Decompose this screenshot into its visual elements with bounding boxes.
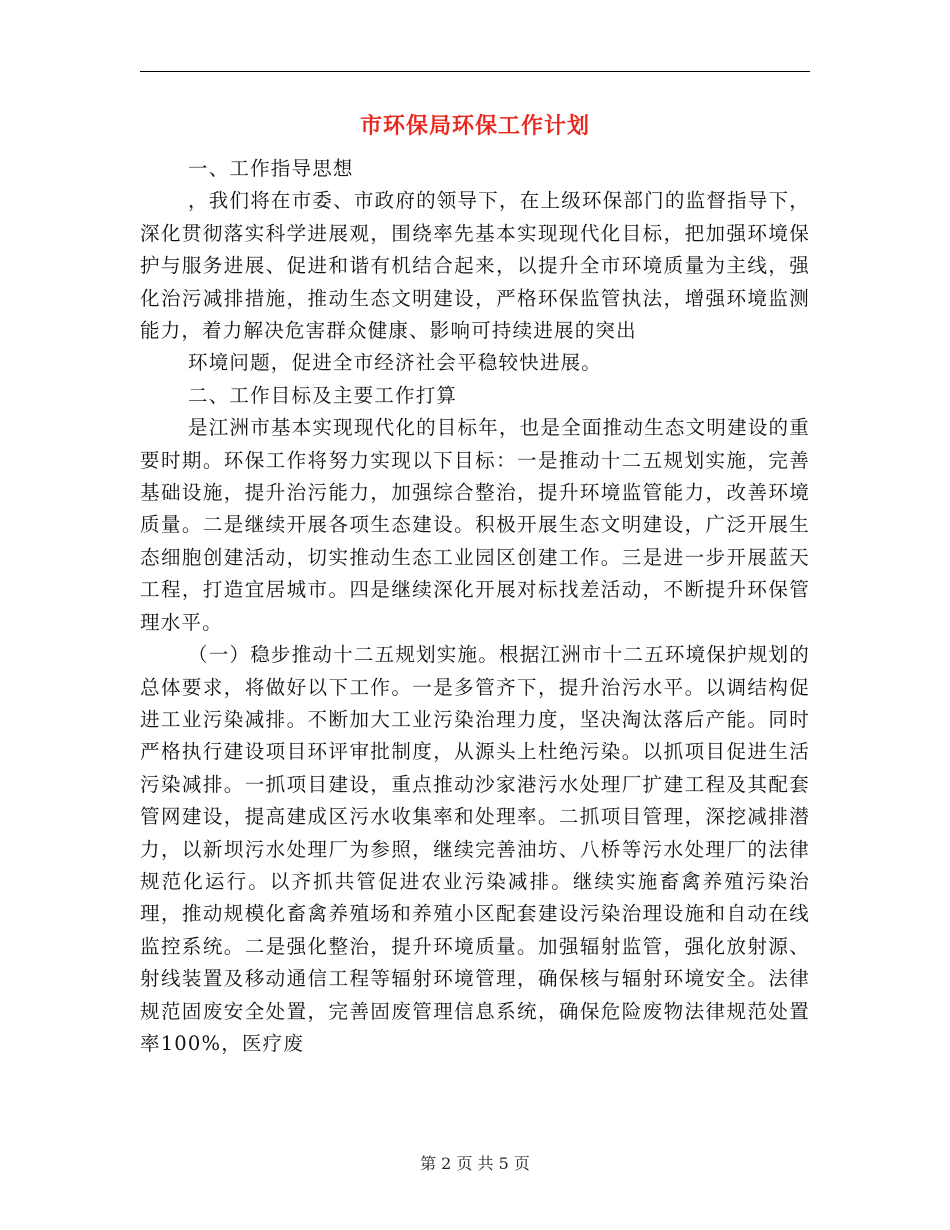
header-rule	[140, 71, 810, 72]
body-paragraph: 环境问题，促进全市经济社会平稳较快进展。	[188, 351, 603, 375]
section-heading-1: 一、工作指导思想	[188, 157, 354, 180]
body-paragraph: ，我们将在市委、市政府的领导下，在上级环保部门的监督指导下，深化贯彻落实科学进展观，围绕率先基本实现现代化目标，把加强环境保护与服务进展、促进和谐有机结合起来，以提升全市环境质量为主线，强化治污减排措施，推动生态文明建设，严格环保监管执法，增强环境监测能力，着力解决危害群众健康、影响可持续进展的突出	[140, 189, 810, 343]
document-body	[140, 153, 810, 1060]
page-number-footer: 第 2 页 共 5 页	[420, 1154, 530, 1173]
body-paragraph: 是江洲市基本实现现代化的目标年，也是全面推动生态文明建设的重要时期。环保工作将努力实现以下目标：一是推动十二五规划实施，完善基础设施，提升治污能力，加强综合整治，提升环境监管能力，改善环境质量。二是继续开展各项生态建设。积极开展生态文明建设，广泛开展生态细胞创建活动，切实推动生态工业园区创建工作。三是进一步开展蓝天工程，打造宜居城市。四是继续深化开展对标找差活动，不断提升环保管理水平。	[140, 416, 810, 634]
section-heading-2: 二、工作目标及主要工作打算	[188, 383, 458, 407]
body-paragraph: （一）稳步推动十二五规划实施。根据江洲市十二五环境保护规划的总体要求，将做好以下工作。一是多管齐下，提升治污水平。以调结构促进工业污染减排。不断加大工业污染治理力度，坚决淘汰落后产能。同时严格执行建设项目环评审批制度，从源头上杜绝污染。以抓项目促进生活污染减排。一抓项目建设，重点推动沙家港污水处理厂扩建工程及其配套管网建设，提高建成区污水收集率和处理率。二抓项目管理，深挖减排潜力，以新坝污水处理厂为参照，继续完善油坊、八桥等污水处理厂的法律规范化运行。以齐抓共管促进农业污染减排。继续实施畜禽养殖污染治理，推动规模化畜禽养殖场和养殖小区配套建设污染治理设施和自动在线监控系统。二是强化整治，提升环境质量。加强辐射监管，强化放射源、射线装置及移动通信工程等辐射环境管理，确保核与辐射环境安全。法律规范固废安全处置，完善固废管理信息系统，确保危险废物法律规范处置率100%，医疗废	[140, 643, 810, 1055]
document-title: 市环保局环保工作计划	[359, 113, 590, 139]
